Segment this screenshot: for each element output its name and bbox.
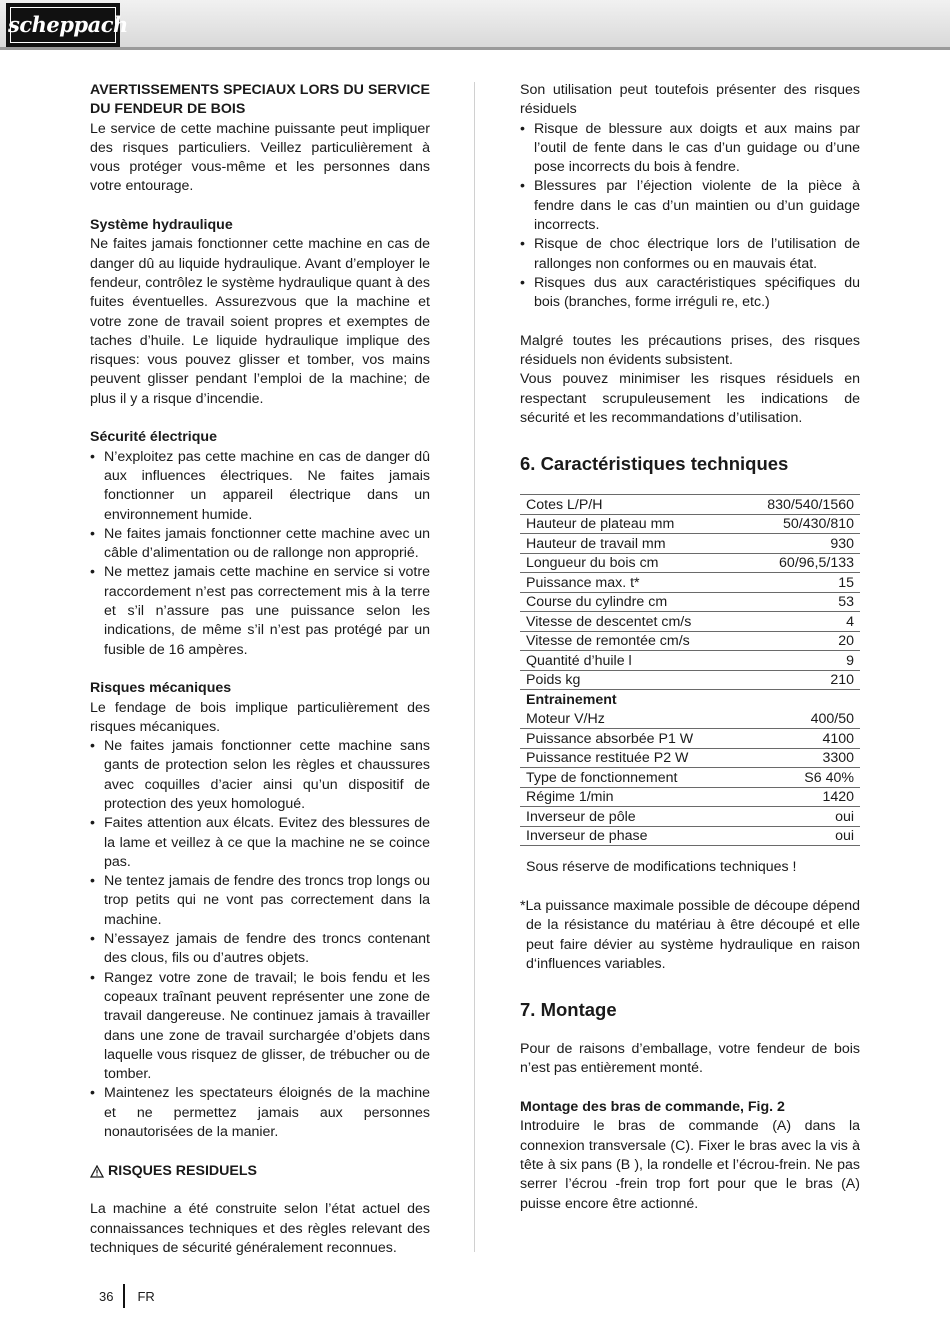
spec-value: 15 <box>739 573 860 593</box>
spec-value: 20 <box>739 631 860 651</box>
section-title-arms: Montage des bras de commande, Fig. 2 <box>520 1099 785 1116</box>
language-code: FR <box>137 1288 155 1304</box>
specs-table <box>520 494 860 846</box>
montage-paragraph: Pour de raisons d’emballage, votre fendeur de bois n’est pas entièrement monté. <box>520 1041 860 1077</box>
spec-label: Puissance absorbée P1 W <box>520 729 739 749</box>
residual-paragraph: La machine a été construite selon l’état actuel des connaissances techniques et des règles relevant des techniques de sécurité généralement reconnues. <box>90 1201 430 1256</box>
table-row <box>520 534 860 554</box>
table-row <box>520 826 860 846</box>
spec-label: Cotes L/P/H <box>520 495 739 515</box>
list-item: • Faites attention aux élcats. Evitez des blessures de la lame et veillez à ce que la machine ne se coince pas. <box>90 814 430 872</box>
page-number: 36 <box>99 1288 114 1304</box>
table-row <box>520 553 860 573</box>
table-row <box>520 729 860 749</box>
spec-label: Hauteur de plateau mm <box>520 514 739 534</box>
specs-footnote: *La puissance maximale possible de découpe dépend de la résistance du matériau à être découpé et elle peut faire dévier au système hydraulique en raison d‘influences variables. <box>520 897 860 972</box>
spec-label: Course du cylindre cm <box>520 592 739 612</box>
spec-label: Longueur du bois cm <box>520 553 739 573</box>
section-title-hydraulic: Système hydraulique <box>90 217 233 234</box>
residual-note-2: Vous pouvez minimiser les risques résiduels en respectant scrupuleusement les indications de sécurité et les recommandations d’utilisation. <box>520 371 860 427</box>
table-row <box>520 709 860 729</box>
spec-value: oui <box>739 807 860 827</box>
table-row <box>520 631 860 651</box>
spec-label: Vitesse de descentet cm/s <box>520 612 739 632</box>
list-item: • N’essayez jamais de fendre des troncs contenant des clous, fils ou d’autres objets. <box>90 930 430 969</box>
page-footer <box>99 1284 155 1308</box>
spec-label: Type de fonctionnement <box>520 768 739 788</box>
list-item: • N’exploitez pas cette machine en cas de danger dû aux influences électriques. Ne faites jamais fonctionner un appareil électrique dans un environnement humide. <box>90 448 430 525</box>
spec-label: Inverseur de pôle <box>520 807 739 827</box>
spec-value: S6 40% <box>739 768 860 788</box>
spec-value: 830/540/1560 <box>739 495 860 515</box>
specs-note: Sous réserve de modifications techniques ! <box>526 859 797 876</box>
warning-triangle-icon <box>90 1165 104 1178</box>
spec-label: Moteur V/Hz <box>520 709 739 729</box>
residual-list <box>520 120 860 313</box>
section-title-mechanical: Risques mécaniques <box>90 680 232 697</box>
section-heading-montage: 7. Montage <box>520 999 617 1021</box>
spec-value: 53 <box>739 592 860 612</box>
arms-paragraph: Introduire le bras de commande (A) dans la connexion transversale (C). Fixer le bras avec la vis à tête à six pans (B ), la rondelle et l’écrou-frein. Ne pas serrer l’écrou -frein trop fort pour que le bras (A) puisse encore être actionné. <box>520 1118 860 1212</box>
spec-label: Hauteur de travail mm <box>520 534 739 554</box>
section-title-special-warnings: AVERTISSEMENTS SPECIAUX LORS DU SERVICE DU FENDEUR DE BOIS <box>90 82 430 118</box>
spec-value <box>739 690 860 710</box>
mechanical-list <box>90 737 430 1142</box>
list-item: • Blessures par l’éjection violente de la pièce à fendre dans le cas d’un maintien ou d’un guidage incorrects. <box>520 177 860 235</box>
spec-value: oui <box>739 826 860 846</box>
list-item: • Risques dus aux caractéristiques spécifiques du bois (branches, forme irréguli re, etc.) <box>520 274 860 313</box>
list-item: • Maintenez les spectateurs éloignés de la machine et ne permettez jamais aux personnes nonautorisées de la manier. <box>90 1084 430 1142</box>
spec-value: 210 <box>739 670 860 690</box>
spec-label: Vitesse de remontée cm/s <box>520 631 739 651</box>
spec-value: 930 <box>739 534 860 554</box>
section-heading-specs: 6. Caractéristiques techniques <box>520 453 789 475</box>
section-title-electric: Sécurité électrique <box>90 429 217 446</box>
hydraulic-paragraph: Ne faites jamais fonctionner cette machine en cas de danger dû au liquide hydraulique. Avant d’employer le fendeur, contrôlez le système hydraulique quant à des fuites éventuelles. Assurezvous que la machine et votre zone de travail soient propres et exemptes de taches d’huile. Le liquide hydraulique implique des risques: vous pouvez glisser et tomber, vos mains peuvent glisser pendant l’emploi de la machine; de plus il y a risque d’incendie. <box>90 236 430 407</box>
spec-label: Quantité d’huile l <box>520 651 739 671</box>
table-row <box>520 612 860 632</box>
mechanical-intro: Le fendage de bois implique particulièrement des risques mécaniques. <box>90 699 430 735</box>
spec-value: 3300 <box>739 748 860 768</box>
spec-label: Poids kg <box>520 670 739 690</box>
table-row <box>520 787 860 807</box>
list-item: • Rangez votre zone de travail; le bois fendu et les copeaux traînant peuvent représenter une zone de travail dangereuse. Ne continuez jamais à travailler dans une zone de travail surchargée d’objets dans laquelle vous risquez de glisser, de trébucher ou de tomber. <box>90 969 430 1085</box>
table-row <box>520 495 860 515</box>
list-item: • Risque de choc électrique lors de l’utilisation de rallonges non conformes ou en mauvais état. <box>520 235 860 274</box>
spec-value: 60/96,5/133 <box>739 553 860 573</box>
spec-label: Entrainement <box>526 691 617 708</box>
table-group-row <box>520 690 860 710</box>
spec-label: Puissance restituée P2 W <box>520 748 739 768</box>
left-column <box>90 81 430 1258</box>
table-row <box>520 573 860 593</box>
table-row <box>520 807 860 827</box>
residual-note-1: Malgré toutes les précautions prises, des risques résiduels non évidents subsistent. <box>520 332 860 369</box>
residual-intro: Son utilisation peut toutefois présenter des risques résiduels <box>520 82 860 118</box>
list-item: • Ne tentez jamais de fendre des troncs trop longs ou trop petits qui ne vont pas correctement dans la machine. <box>90 872 430 930</box>
table-row <box>520 670 860 690</box>
spec-value: 4 <box>739 612 860 632</box>
table-row <box>520 651 860 671</box>
header-bar <box>0 0 950 50</box>
footer-separator <box>123 1284 125 1308</box>
column-divider <box>474 82 475 1252</box>
spec-value: 400/50 <box>739 709 860 729</box>
brand-logo: scheppach <box>6 3 120 47</box>
list-item: • Ne faites jamais fonctionner cette machine avec un câble d’alimentation ou de rallonge non approprié. <box>90 525 430 564</box>
spec-value: 4100 <box>739 729 860 749</box>
list-item: • Ne faites jamais fonctionner cette machine sans gants de protection selon les règles et chaussures avec coquilles d’acier ainsi qu’un dispositif de protection des yeux homologué. <box>90 737 430 814</box>
list-item: • Ne mettez jamais cette machine en service si votre raccordement n’est pas correctement mis à la terre et s’il n’assure pas une puissance selon les indications, de même s’il n’est pas protégé par un fusible de 16 ampères. <box>90 563 430 659</box>
list-item: • Risque de blessure aux doigts et aux mains par l’outil de fente dans le cas d’un guidage ou d’une pose incorrects du bois à fendre. <box>520 120 860 178</box>
electric-list <box>90 448 430 660</box>
residual-risks-title: RISQUES RESIDUELS <box>108 1162 257 1179</box>
spec-label: Puissance max. t* <box>520 573 739 593</box>
table-row <box>520 514 860 534</box>
spec-value: 1420 <box>739 787 860 807</box>
right-column <box>520 81 860 1214</box>
intro-paragraph: Le service de cette machine puissante peut impliquer des risques particuliers. Veillez particulièrement à vous protéger vous-même et les personnes dans votre entourage. <box>90 120 430 195</box>
section-title-residual-risks <box>90 1162 430 1181</box>
table-row <box>520 592 860 612</box>
spec-value: 9 <box>739 651 860 671</box>
spec-label: Régime 1/min <box>520 787 739 807</box>
table-row <box>520 768 860 788</box>
spec-value: 50/430/810 <box>739 514 860 534</box>
spec-label: Inverseur de phase <box>520 826 739 846</box>
table-row <box>520 748 860 768</box>
